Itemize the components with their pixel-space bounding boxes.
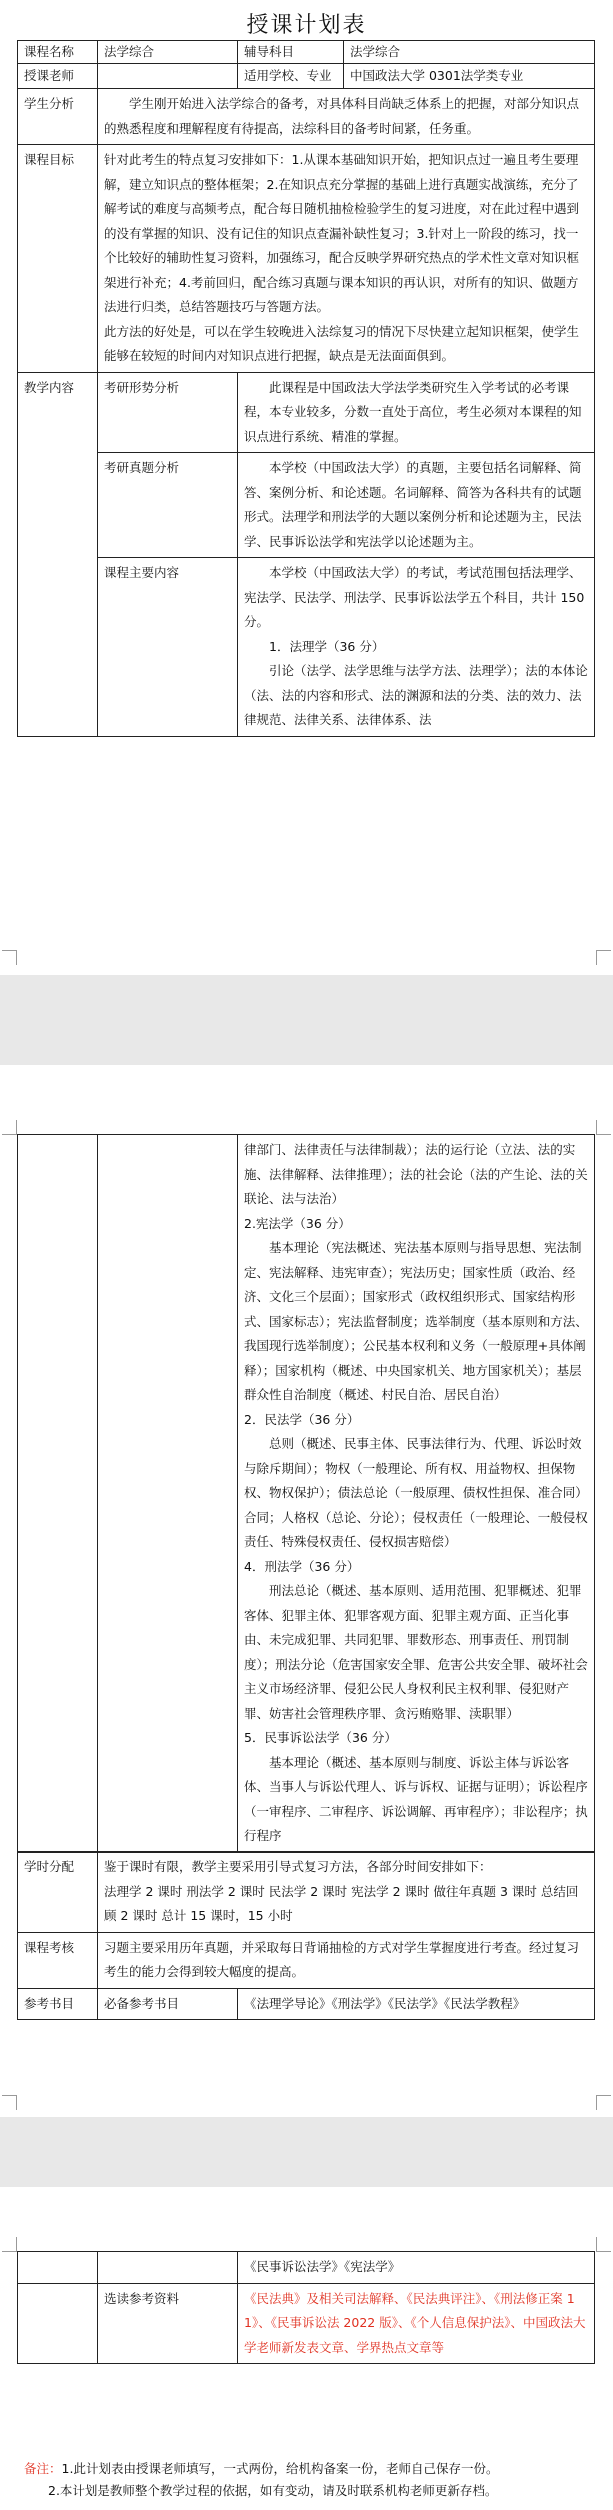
page-corner-mark	[596, 2095, 611, 2110]
goal-paragraph-1: 针对此考生的特点复习安排如下：1.从课本基础知识开始，把知识点过一遍且考生要理解，建立知识点的整体框架；2.在知识点充分掌握的基础上进行真题实战演练，充分了解考试的难度与高频考点，配合每日随机抽检检验学生的复习进度，对在此过程中遇到的没有掌握的知识、没有记住的知识点查漏补缺性复习；3.针对上一阶段的练习，找一个比较好的辅助性复习资料，加强练习，配合反映学界研究热点的学术性文章对知识框架进行补充；4.考前回归，配合练习真题与课本知识的再认识，对所有的知识、做题方法进行归类，总结答题技巧与答题方法。	[104, 152, 580, 314]
goal-cell	[98, 145, 595, 373]
hours-cell	[98, 1852, 595, 1933]
school-label: 适用学校、专业	[238, 64, 344, 89]
teacher-value	[98, 64, 238, 89]
optional-books-label: 选读参考资料	[98, 2283, 238, 2364]
footnote-line-2	[24, 2480, 594, 2502]
main-label: 课程主要内容	[98, 558, 238, 737]
hours-paragraph-2: 法理学 2 课时 刑法学 2 课时 民法学 2 课时 宪法学 2 课时 做往年真题 3 课时 总结回顾 2 课时 总计 15 课时，15 小时	[104, 1883, 579, 1923]
main-intro: 本学校（中国政法大学）的考试，考试范围包括法理学、宪法学、民法学、刑法学、民事诉讼法学五个科目，共计 150 分。	[244, 565, 585, 629]
page-gap	[0, 975, 613, 1065]
row-goal	[18, 145, 595, 373]
section-3-title: 2．民法学（36 分）	[244, 1411, 360, 1427]
row-content-form	[18, 372, 595, 453]
books-label-continued	[18, 2283, 98, 2364]
row-books-optional	[18, 2283, 595, 2364]
document-title: 授课计划表	[246, 13, 367, 38]
books-label-continued	[18, 2252, 98, 2284]
hours-paragraph-1: 鉴于课时有限，教学主要采用引导式复习方法，各部分时间安排如下：	[104, 1859, 492, 1874]
row-books-required-continued	[18, 2252, 595, 2284]
row-content-main-continued	[18, 1135, 595, 1853]
section-4-title: 4．刑法学（36 分）	[244, 1558, 360, 1574]
assessment-label: 课程考核	[18, 1932, 98, 1988]
plan-table-part-2	[17, 1134, 595, 1853]
page-corner-mark	[596, 1120, 611, 1135]
course-name-value: 法学综合	[98, 41, 238, 64]
page-corner-mark	[596, 950, 611, 965]
page-corner-mark	[2, 950, 17, 965]
row-content-exam	[18, 453, 595, 558]
subject-label: 辅导科目	[238, 41, 344, 64]
goal-paragraph-2: 此方法的好处是，可以在学生较晚进入法综复习的情况下尽快建立起知识框架，使学生能够在较短的时间内对知识点进行把握，缺点是无法面面俱到。	[104, 323, 580, 363]
required-label-continued	[98, 2252, 238, 2284]
page-corner-mark	[2, 2095, 17, 2110]
subject-value: 法学综合	[344, 41, 595, 64]
analysis-label: 学生分析	[18, 89, 98, 145]
course-name-label: 课程名称	[18, 41, 98, 64]
section-5-title: 5．民事诉讼法学（36 分）	[244, 1730, 397, 1745]
footnote-line-1	[24, 2458, 594, 2480]
goal-label: 课程目标	[18, 145, 98, 373]
footnote-text-2: 2.本计划是教师整个教学过程的依据，如有变动，请及时联系机构老师更新存档。	[48, 2483, 498, 2498]
exam-label: 考研真题分析	[98, 453, 238, 558]
required-books-label: 必备参考书目	[98, 1988, 238, 2020]
section-1-body: 引论（法学、法学思维与法学方法、法理学）；法的本体论（法、法的内容和形式、法的渊源和法的分类、法的效力、法律规范、法律关系、法律体系、法	[244, 663, 588, 727]
content-label: 教学内容	[18, 372, 98, 736]
row-course	[18, 41, 595, 64]
section-2-title: 2.宪法学（36 分）	[244, 1215, 351, 1231]
books-label: 参考书目	[18, 1988, 98, 2020]
form-text: 此课程是中国政法大学法学类研究生入学考试的必考课程，本专业较多，分数一直处于高位，考生必须对本课程的知识点进行系统、精准的掌握。	[238, 372, 595, 453]
form-label: 考研形势分析	[98, 372, 238, 453]
plan-table-part-1	[17, 40, 595, 737]
assessment-text: 习题主要采用历年真题，并采取每日背诵抽检的方式对学生掌握度进行考查。经过复习考生的能力会得到较大幅度的提高。	[98, 1932, 595, 1988]
plan-table-part-3	[17, 1851, 595, 2020]
footnote	[24, 2458, 594, 2502]
section-1-body-continued: 律部门、法律责任与法律制裁）；法的运行论（立法、法的实施、法律解释、法律推理）；法的社会论（法的产生论、法的关联论、法与法治）	[244, 1142, 588, 1206]
hours-label: 学时分配	[18, 1852, 98, 1933]
main-cell	[238, 558, 595, 737]
required-books-list: 《法理学导论》《刑法学》《民法学》《民法学教程》	[238, 1988, 595, 2020]
analysis-text: 学生刚开始进入法学综合的备考，对具体科目尚缺乏体系上的把握，对部分知识点的熟悉程度和理解程度有待提高，法综科目的备考时间紧，任务重。	[98, 89, 595, 145]
footnote-text-1: 1.此计划表由授课老师填写，一式两份，给机构备案一份，老师自己保存一份。	[61, 2461, 499, 2476]
exam-text: 本学校（中国政法大学）的真题，主要包括名词解释、简答、案例分析、和论述题。名词解释、简答为各科共有的试题形式。法理学和刑法学的大题以案例分析和论述题为主，民法学、民事诉讼法学和宪法学以论述题为主。	[238, 453, 595, 558]
section-5-body: 基本理论（概述、基本原则与制度、诉讼主体与诉讼客体、当事人与诉讼代理人、诉与诉权、证据与证明）；诉讼程序（一审程序、二审程序、诉讼调解、再审程序）；非讼程序；执行程序	[244, 1754, 588, 1843]
content-label-continued	[18, 1135, 98, 1853]
optional-books-list: 《民法典》及相关司法解释、《民法典评注》、《刑法修正案 11》、《民事诉讼法 2022 版》、《个人信息保护法》、中国政法大学老师新发表文章、学界热点文章等	[238, 2283, 595, 2364]
main-label-continued	[98, 1135, 238, 1853]
page-corner-mark	[596, 2237, 611, 2252]
page-2	[0, 1065, 613, 2117]
row-hours	[18, 1852, 595, 1933]
page-1	[0, 0, 613, 975]
row-teacher	[18, 64, 595, 89]
row-books	[18, 1988, 595, 2020]
page-corner-mark	[2, 2237, 17, 2252]
section-4-body: 刑法总论（概述、基本原则、适用范围、犯罪概述、犯罪客体、犯罪主体、犯罪客观方面、犯罪主观方面、正当化事由、未完成犯罪、共同犯罪、罪数形态、刑事责任、刑罚制度）；刑法分论（危害国家安全罪、危害公共安全罪、破坏社会主义市场经济罪、侵犯公民人身权利民主权利罪、侵犯财产罪、妨害社会管理秩序罪、贪污贿赂罪、渎职罪）	[244, 1583, 588, 1721]
page-gap	[0, 2117, 613, 2187]
required-books-list-continued: 《民事诉讼法学》《宪法学》	[238, 2252, 595, 2284]
row-analysis	[18, 89, 595, 145]
page-3	[0, 2187, 613, 2510]
main-cell-continued	[238, 1135, 595, 1853]
page-corner-mark	[2, 1120, 17, 1135]
plan-table-part-4	[17, 2251, 595, 2364]
row-content-main	[18, 558, 595, 737]
row-assessment	[18, 1932, 595, 1988]
footnote-label: 备注：	[24, 2461, 62, 2476]
section-1-title: 1．法理学（36 分）	[269, 638, 385, 654]
section-2-body: 基本理论（宪法概述、宪法基本原则与指导思想、宪法制定、宪法解释、违宪审查）；宪法历史；国家性质（政治、经济、文化三个层面）；国家形式（政权组织形式、国家结构形式、国家标志）；宪法监督制度；选举制度（基本原则和方法、我国现行选举制度）；公民基本权利和义务（一般原理+具体阐释）；国家机构（概述、中央国家机关、地方国家机关）；基层群众性自治制度（概述、村民自治、居民自治）	[244, 1240, 588, 1402]
teacher-label: 授课老师	[18, 64, 98, 89]
section-3-body: 总则（概述、民事主体、民事法律行为、代理、诉讼时效与除斥期间）；物权（一般理论、所有权、用益物权、担保物权、物权保护）；债法总论（一般原理、债权性担保、准合同）合同；人格权（总论、分论）；侵权责任（一般理论、一般侵权责任、特殊侵权责任、侵权损害赔偿）	[244, 1436, 588, 1549]
school-value: 中国政法大学 0301法学类专业	[344, 64, 595, 89]
